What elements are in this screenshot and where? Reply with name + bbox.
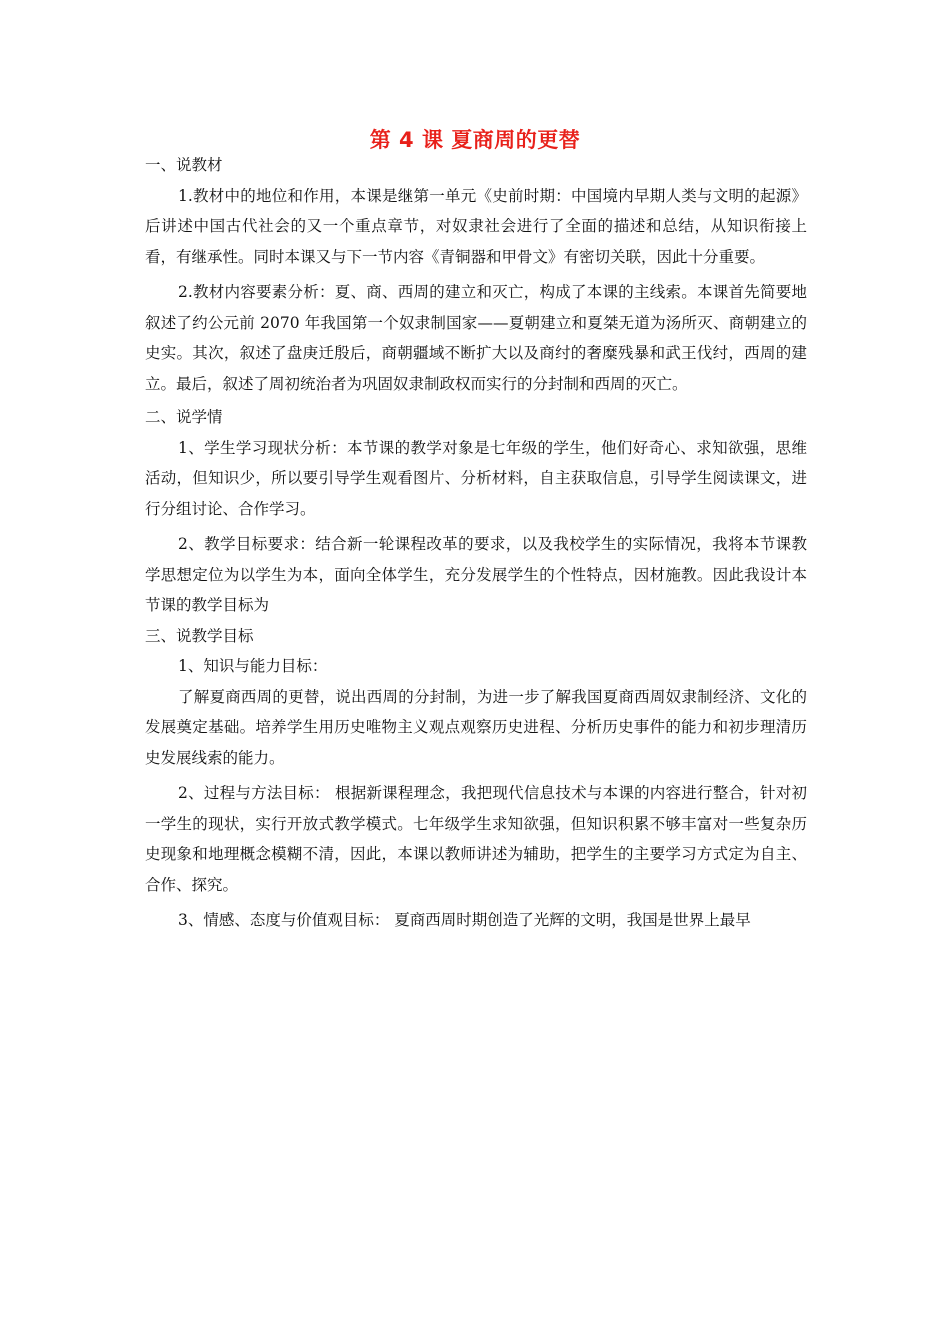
section-heading: 三、说教学目标 [145, 626, 254, 645]
section-heading: 一、说教材 [145, 156, 223, 174]
paragraph: 2、教学目标要求：结合新一轮课程改革的要求，以及我校学生的实际情况，我将本节课教学思想定位为以学生为本，面向全体学生，充分发展学生的个性特点，因材施教。因此我设计本节课的教学目标为 [145, 535, 807, 614]
document-body [145, 150, 807, 936]
paragraph: 1、知识与能力目标： [178, 657, 328, 675]
lesson-title: 第 4 课 夏商周的更替 [369, 128, 581, 152]
paragraph: 2、过程与方法目标： 根据新课程理念，我把现代信息技术与本课的内容进行整合，针对初一学生的现状，实行开放式教学模式。七年级学生求知欲强，但知识积累不够丰富对一些复杂历史现象和地理概念模糊不清，因此，本课以教师讲述为辅助，把学生的主要学习方式定为自主、合作、探究。 [145, 784, 807, 894]
paragraph: 了解夏商西周的更替，说出西周的分封制，为进一步了解我国夏商西周奴隶制经济、文化的发展奠定基础。培养学生用历史唯物主义观点观察历史进程、分析历史事件的能力和初步理清历史发展线索的能力。 [145, 687, 807, 767]
paragraph: 2.教材内容要素分析：夏、商、西周的建立和灭亡，构成了本课的主线索。本课首先简要地叙述了约公元前 2070 年我国第一个奴隶制国家——夏朝建立和夏桀无道为汤所灭、商朝建立的史实。其次，叙述了盘庚迁殷后，商朝疆域不断扩大以及商纣的奢糜残暴和武王伐纣，西周的建立。最后，叙述了周初统治者为巩固奴隶制政权而实行的分封制和西周的灭亡。 [145, 283, 807, 393]
paragraph: 3、情感、态度与价值观目标： 夏商西周时期创造了光辉的文明，我国是世界上最早 [178, 911, 751, 929]
section-heading: 二、说学情 [145, 408, 223, 426]
paragraph: 1.教材中的地位和作用，本课是继第一单元《史前时期：中国境内早期人类与文明的起源》后讲述中国古代社会的又一个重点章节，对奴隶社会进行了全面的描述和总结，从知识衔接上看，有继承性。同时本课又与下一节内容《青铜器和甲骨文》有密切关联，因此十分重要。 [145, 186, 807, 266]
paragraph: 1、学生学习现状分析：本节课的教学对象是七年级的学生，他们好奇心、求知欲强，思维活动，但知识少，所以要引导学生观看图片、分析材料，自主获取信息，引导学生阅读课文，进行分组讨论、合作学习。 [145, 438, 807, 518]
